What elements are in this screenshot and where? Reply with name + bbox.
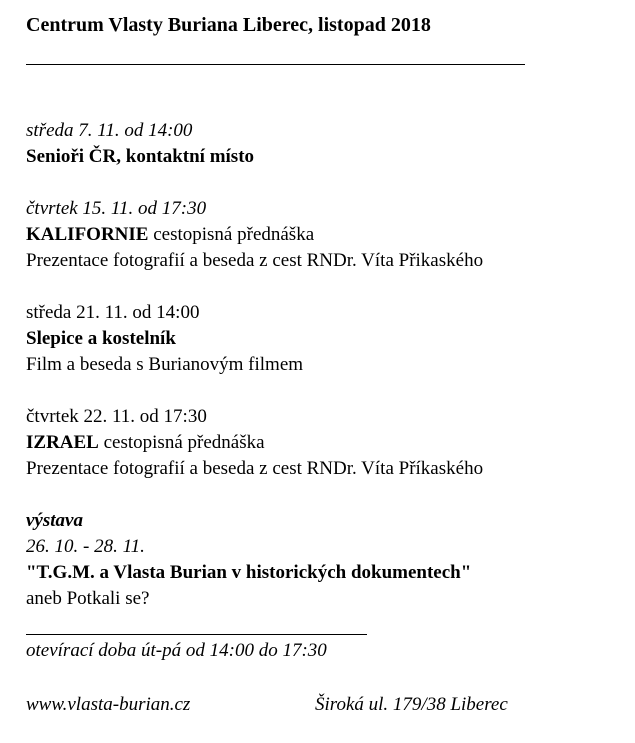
bottom-divider: [26, 634, 367, 635]
event-name: IZRAEL: [26, 432, 99, 453]
opening-hours: otevírací doba út-pá od 14:00 do 17:30: [26, 640, 327, 661]
page-title: Centrum Vlasty Buriana Liberec, listopad 2018: [26, 14, 431, 36]
event-description: Prezentace fotografií a beseda z cest RNDr. Víta Příkaského: [26, 458, 484, 479]
event-type: cestopisná přednáška: [98, 432, 265, 453]
website-link[interactable]: www.vlasta-burian.cz: [26, 694, 191, 715]
exhibition-dates: 26. 10. - 28. 11.: [26, 536, 145, 557]
event-heading: [26, 224, 314, 246]
event-heading: [26, 432, 265, 454]
event-date: středa 7. 11. od 14:00: [26, 120, 193, 141]
exhibition-title: "T.G.M. a Vlasta Burian v historických dokumentech": [26, 562, 472, 583]
event-type: cestopisná přednáška: [148, 224, 315, 245]
event-date: čtvrtek 22. 11. od 17:30: [26, 406, 207, 427]
address: Široká ul. 179/38 Liberec: [315, 694, 508, 715]
event-name: KALIFORNIE: [26, 224, 149, 245]
exhibition-label: výstava: [26, 510, 83, 531]
event-description: Prezentace fotografií a beseda z cest RNDr. Víta Přikaského: [26, 250, 484, 271]
event-name: Slepice a kostelník: [26, 328, 176, 349]
event-name: Senioři ČR, kontaktní místo: [26, 146, 255, 167]
event-date: středa 21. 11. od 14:00: [26, 302, 200, 323]
top-divider: [26, 64, 525, 65]
exhibition-subtitle: aneb Potkali se?: [26, 588, 150, 609]
event-date: čtvrtek 15. 11. od 17:30: [26, 198, 207, 219]
event-description: Film a beseda s Burianovým filmem: [26, 354, 304, 375]
